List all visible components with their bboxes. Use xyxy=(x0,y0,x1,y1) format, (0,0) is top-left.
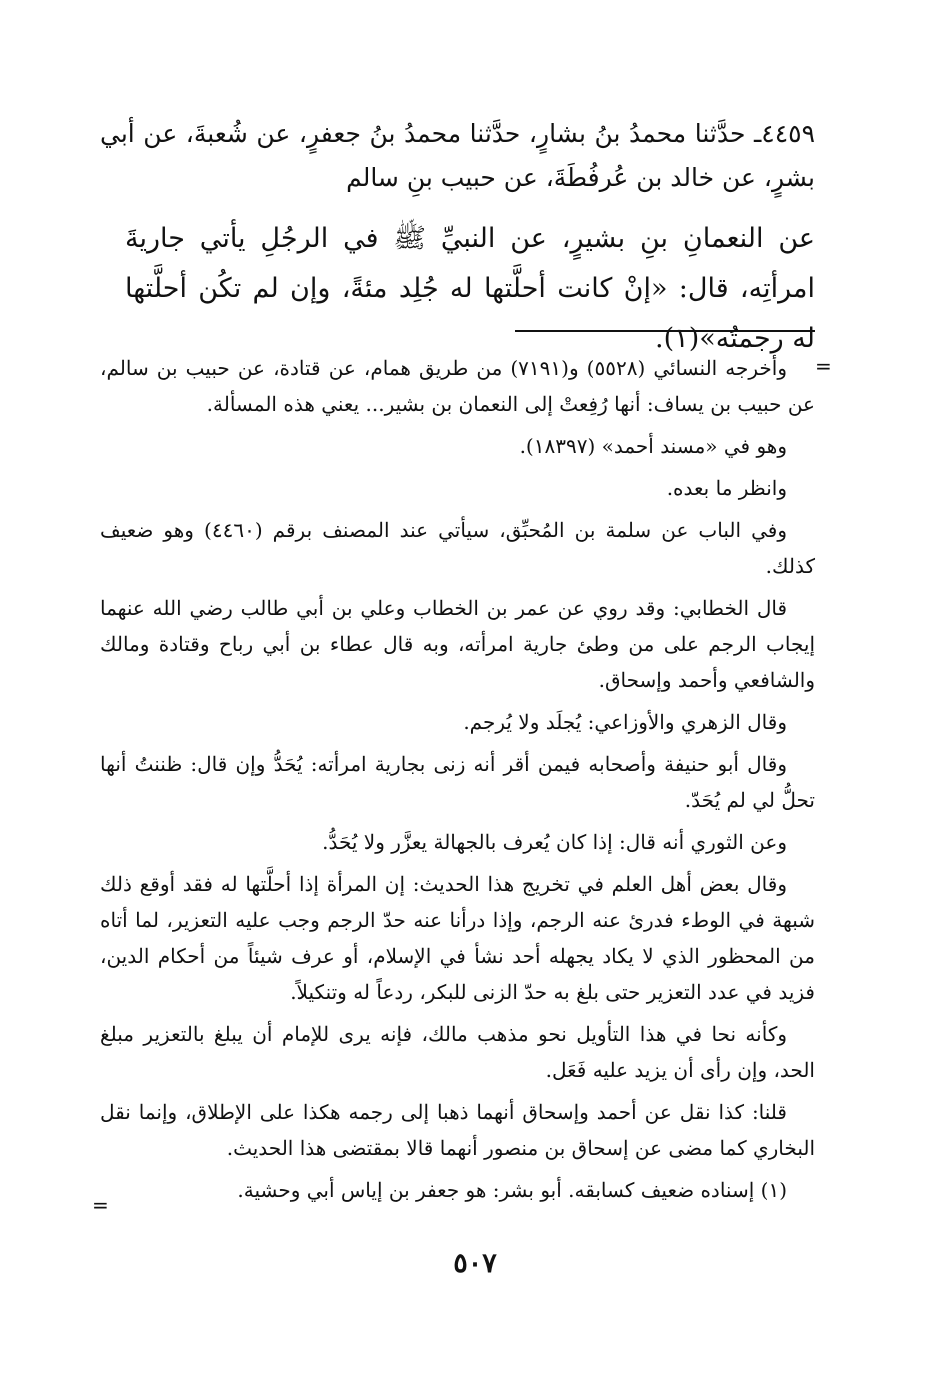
footnote-paragraph: وكأنه نحا في هذا التأويل نحو مذهب مالك، فإنه يرى للإمام أن يبلغ بالتعزير مبلغ الحد، وإن رأى أن يزيد عليه فَعَل. xyxy=(100,1022,815,1082)
footnote-paragraph: وقال بعض أهل العلم في تخريج هذا الحديث: إن المرأة إذا أحلَّتها له فقد أوقع ذلك شبهة في الوطء فدرئ عنه الرجم، وإذا درأنا عنه حدّ الرجم وجب عليه التعزير، لما أتاه من المحظور الذي لا يكاد يجهله أحد نشأ في الإسلام، أو عرف شيئاً من أحكام الدين، فزيد في عدد التعزير حتى بلغ به حدّ الزنى للبكر، ردعاً له وتنكيلاً. xyxy=(100,872,815,1004)
continuation-marker-top: = xyxy=(815,354,832,378)
footnotes xyxy=(100,350,815,1214)
footnote-paragraph: وعن الثوري أنه قال: إذا كان يُعرف بالجهالة يعزَّر ولا يُحَدُّ. xyxy=(322,830,787,854)
footnote-paragraph: وأخرجه النسائي (٥٥٢٨) و(٧١٩١) من طريق همام، عن قتادة، عن حبيب بن سالم، عن حبيب بن يساف: أنها رُفِعتْ إلى النعمان بن بشير... يعني هذه المسألة. xyxy=(100,356,815,416)
page-number: ٥٠٧ xyxy=(453,1248,497,1279)
footnote-paragraph: وقال الزهري والأوزاعي: يُجلَد ولا يُرجم. xyxy=(463,710,787,734)
footnote-1: (١) إسناده ضعيف كسابقه. أبو بشر: هو جعفر بن إياس أبي وحشية. xyxy=(237,1178,787,1202)
footnote-paragraph: وقال أبو حنيفة وأصحابه فيمن أقر أنه زنى بجارية امرأته: يُحَدُّ وإن قال: ظننتُ أنها تحلُّ لي لم يُحَدّ. xyxy=(100,752,815,812)
footnote-paragraph: وفي الباب عن سلمة بن المُحبِّق، سيأتي عند المصنف برقم (٤٤٦٠) وهو ضعيف كذلك. xyxy=(100,518,815,578)
footnote-paragraph: قلنا: كذا نقل عن أحمد وإسحاق أنهما ذهبا إلى رجمه هكذا على الإطلاق، وإنما نقل البخاري كما مضى عن إسحاق بن منصور أنهما قالا بمقتضى هذا الحديث. xyxy=(100,1100,815,1160)
hadith-text: عن النعمانِ بنِ بشيرٍ، عن النبيِّ ﷺ في الرجُلِ يأتي جاريةَ امرأتِه، قال: «إنْ كانت أحلَّتها له جُلِد مئةً، وإن لم تكُن أحلَّتها له رجمتُه»(١). xyxy=(125,223,815,354)
hadith-chain: ٤٤٥٩ـ حدَّثنا محمدُ بنُ بشارٍ، حدَّثنا محمدُ بنُ جعفرٍ، عن شُعبةَ، عن أبي بشرٍ، عن خالد بن عُرفُطَةَ، عن حبيب بنِ سالم xyxy=(100,119,815,192)
footnote-separator xyxy=(515,330,815,332)
footnote-paragraph: وهو في «مسند أحمد» (١٨٣٩٧). xyxy=(519,434,787,458)
continuation-marker-bottom: = xyxy=(92,1193,109,1217)
footnote-paragraph: وانظر ما بعده. xyxy=(666,476,787,500)
footnote-paragraph: قال الخطابي: وقد روي عن عمر بن الخطاب وعلي بن أبي طالب رضي الله عنهما إيجاب الرجم على من وطئ جارية امرأته، وبه قال عطاء بن أبي رباح وقتادة ومالك والشافعي وأحمد وإسحاق. xyxy=(100,596,815,692)
